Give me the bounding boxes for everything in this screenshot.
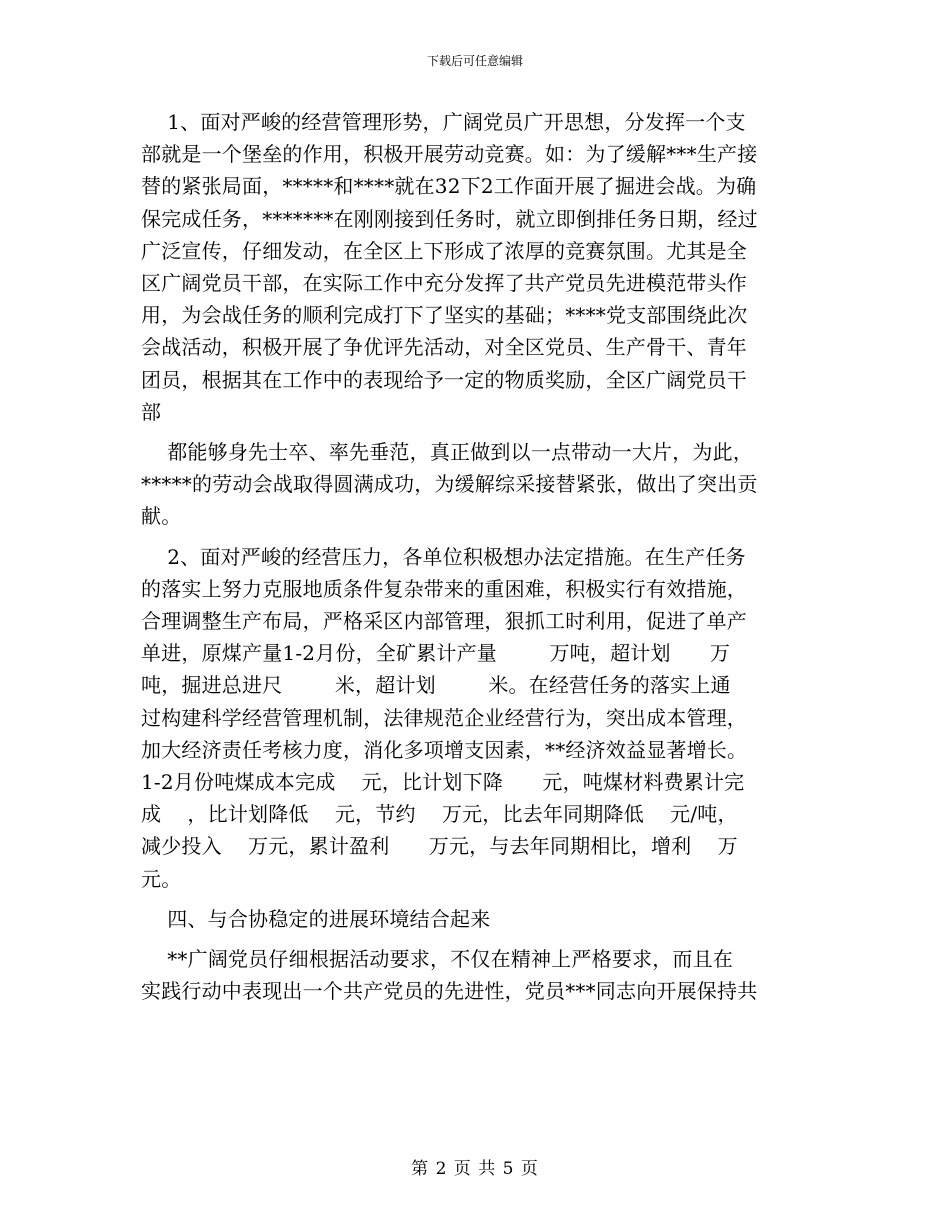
text-line: 团员，根据其在工作中的表现给予一定的物质奖励，全区广阔党员干	[141, 367, 747, 392]
text-line: *****的劳动会战取得圆满成功，为缓解综采接替紧张，做出了突出贡	[141, 472, 758, 497]
paragraph-leadership	[141, 436, 811, 533]
text-line: 减少投入 万元，累计盈利 万元，与去年同期相比，增利 万	[141, 834, 738, 859]
text-line: 成 ，比计划降低 元，节约 万元，比去年同期降低 元/吨，	[141, 802, 738, 827]
paragraph-business-pressure	[141, 541, 811, 895]
text-line: 实践行动中表现出一个共产党员的先进性，党员***同志向开展保持共	[141, 979, 758, 1004]
document-body	[141, 106, 811, 1007]
text-line: 过构建科学经营管理机制，法律规范企业经营行为，突出成本管理，	[141, 705, 747, 730]
text-line: 的落实上努力克服地质条件复杂带来的重困难，积极实行有效措施，	[141, 576, 747, 601]
page-header: 下载后可任意编辑	[426, 54, 523, 68]
text-line: 保完成任务，*******在刚刚接到任务时，就立即倒排任务日期，经过	[141, 206, 758, 231]
text-line: 区广阔党员干部，在实际工作中充分发挥了共产党员先进模范带头作	[141, 271, 747, 296]
paragraph-party-members	[141, 943, 811, 1007]
text-line: 2、面对严峻的经营压力，各单位积极想办法定措施。在生产任务	[141, 544, 746, 569]
text-line: 都能够身先士卒、率先垂范，真正做到以一点带动一大片，为此，	[141, 440, 754, 465]
section-heading	[141, 903, 811, 935]
text-line: **广阔党员仔细根据活动要求，不仅在精神上严格要求，而且在	[141, 947, 734, 972]
text-line: 献。	[141, 504, 182, 529]
text-line: 替的紧张局面，*****和****就在32下2工作面开展了掘进会战。为确	[141, 174, 757, 199]
text-line: 用，为会战任务的顺利完成打下了坚实的基础；****党支部围绕此次	[141, 303, 748, 328]
paragraph-labor-competition	[141, 106, 811, 428]
text-line: 四、与合协稳定的进展环境结合起来	[141, 906, 491, 931]
text-line: 会战活动，积极开展了争优评先活动，对全区党员、生产骨干、青年	[141, 335, 747, 360]
page-footer: 第 2 页 共 5 页	[411, 1159, 539, 1179]
text-line: 广泛宣传，仔细发动，在全区上下形成了浓厚的竞赛氛围。尤其是全	[141, 238, 747, 263]
text-line: 1-2月份吨煤成本完成 元，比计划下降 元，吨煤材料费累计完	[141, 770, 745, 795]
text-line: 单进，原煤产量1-2月份，全矿累计产量 万吨，超计划 万	[141, 641, 731, 666]
text-line: 合理调整生产布局，严格采区内部管理，狠抓工时利用，促进了单产	[141, 609, 747, 634]
text-line: 元。	[141, 866, 182, 891]
text-line: 部就是一个堡垒的作用，积极开展劳动竞赛。如：为了缓解***生产接	[141, 142, 758, 167]
text-line: 部	[141, 399, 162, 424]
text-line: 加大经济责任考核力度，消化多项增支因素，**经济效益显著增长。	[141, 737, 748, 762]
text-line: 吨，掘进总进尺 米，超计划 米。在经营任务的落实上通	[141, 673, 731, 698]
text-line: 1、面对严峻的经营管理形势，广阔党员广开思想，分发挥一个支	[141, 110, 746, 134]
